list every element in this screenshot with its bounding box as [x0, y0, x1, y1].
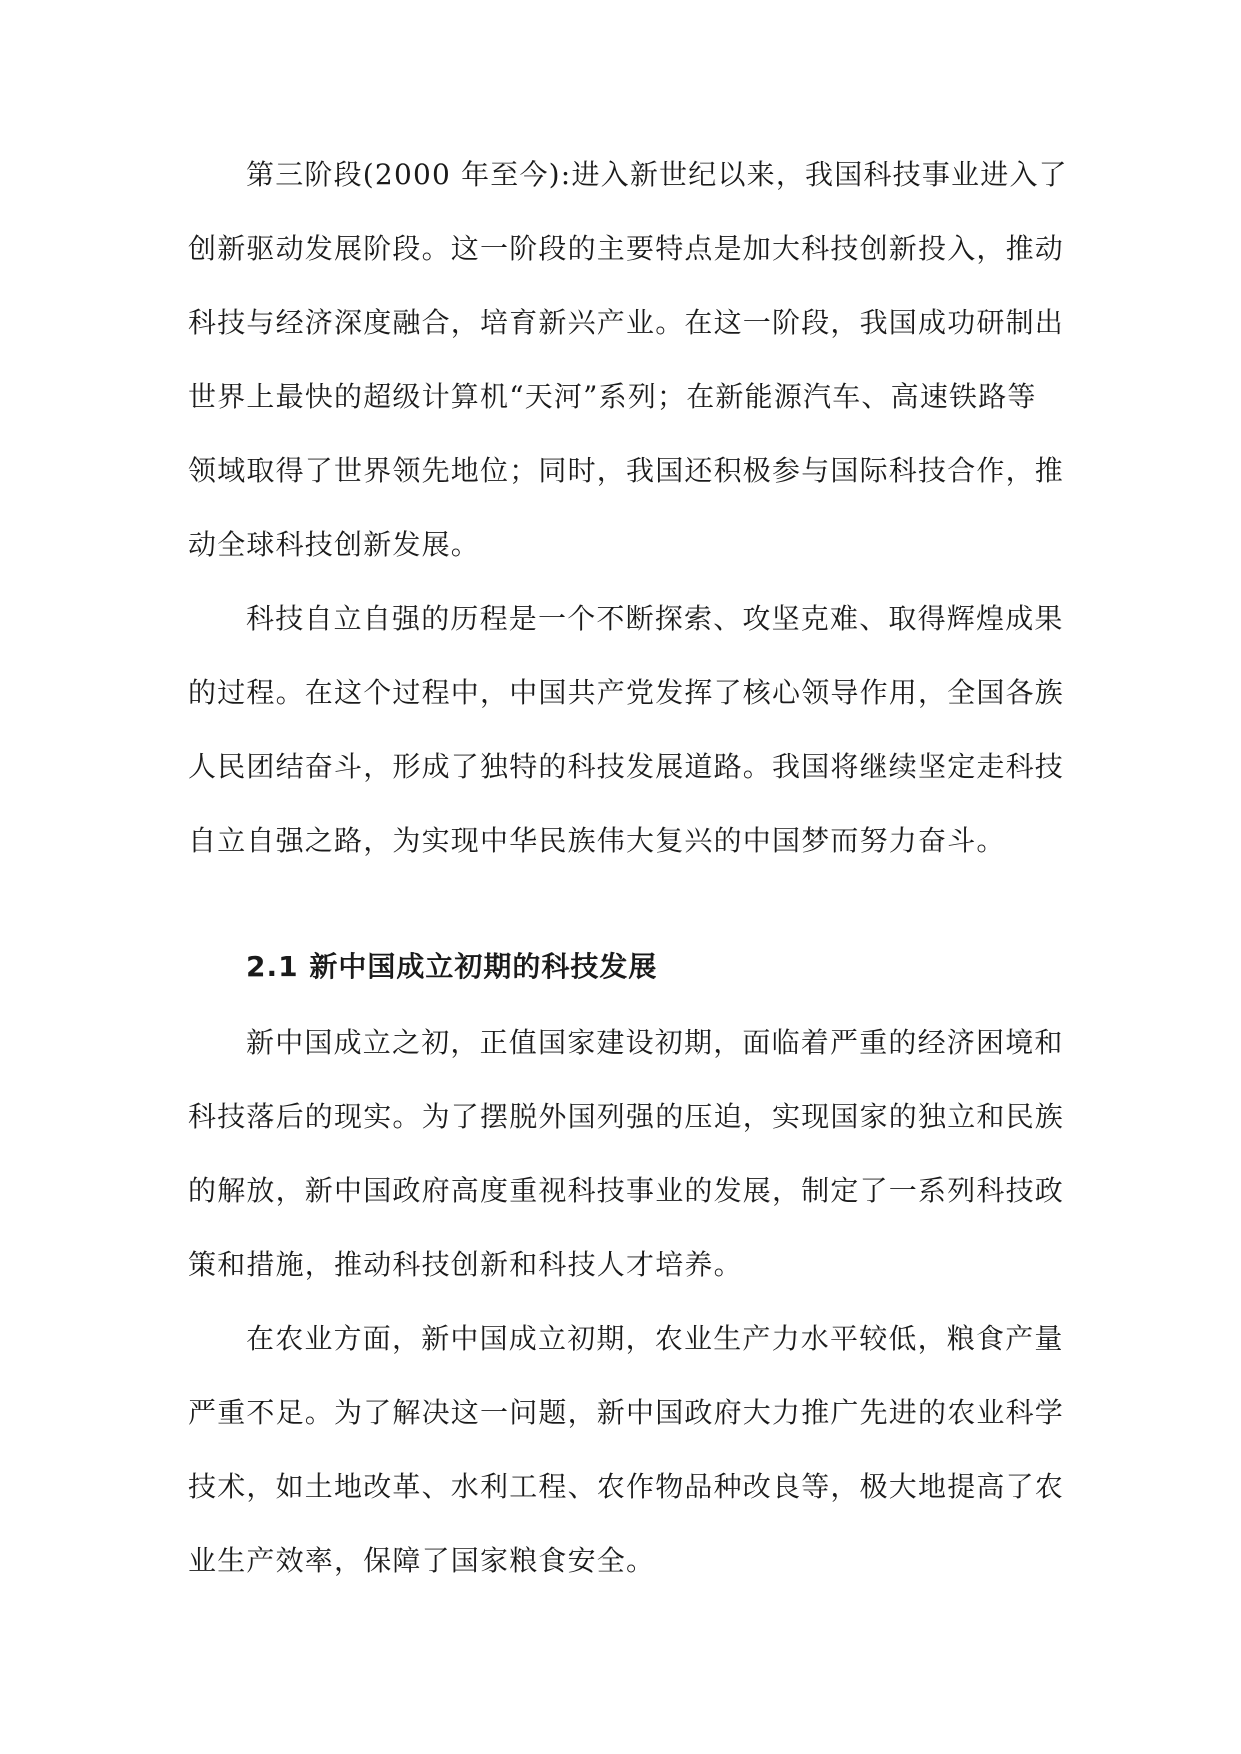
paragraph-summary — [188, 582, 1065, 878]
paragraph-line: 动全球科技创新发展。 — [188, 528, 481, 561]
paragraph-early-founding — [188, 1006, 1065, 1302]
paragraph-agriculture — [188, 1302, 1065, 1598]
document-body — [188, 138, 1068, 1598]
paragraph-line: 的解放，新中国政府高度重视科技事业的发展，制定了一系列科技政 — [188, 1174, 1065, 1207]
paragraph-line: 领域取得了世界领先地位；同时，我国还积极参与国际科技合作，推 — [188, 454, 1065, 487]
section-heading: 2.1 新中国成立初期的科技发展 — [246, 950, 658, 983]
paragraph-line: 技术，如土地改革、水利工程、农作物品种改良等，极大地提高了农 — [188, 1470, 1065, 1503]
paragraph-stage-three — [188, 138, 1068, 582]
paragraph-line: 新中国成立之初，正值国家建设初期，面临着严重的经济困境和 — [246, 1026, 1064, 1059]
paragraph-line: 在农业方面，新中国成立初期，农业生产力水平较低，粮食产量 — [246, 1322, 1064, 1355]
paragraph-line: 的过程。在这个过程中，中国共产党发挥了核心领导作用，全国各族 — [188, 676, 1065, 709]
paragraph-line: 业生产效率，保障了国家粮食安全。 — [188, 1544, 656, 1577]
paragraph-line: 策和措施，推动科技创新和科技人才培养。 — [188, 1248, 743, 1281]
paragraph-line: 人民团结奋斗，形成了独特的科技发展道路。我国将继续坚定走科技 — [188, 750, 1065, 783]
paragraph-line: 科技自立自强的历程是一个不断探索、攻坚克难、取得辉煌成果 — [246, 602, 1064, 635]
paragraph-line: 自立自强之路，为实现中华民族伟大复兴的中国梦而努力奋斗。 — [188, 824, 1006, 857]
section-spacer — [188, 878, 1058, 928]
paragraph-line: 第三阶段(2000 年至今):进入新世纪以来，我国科技事业进入了 — [246, 158, 1068, 191]
paragraph-line: 科技与经济深度融合，培育新兴产业。在这一阶段，我国成功研制出 — [188, 306, 1065, 339]
paragraph-line: 创新驱动发展阶段。这一阶段的主要特点是加大科技创新投入，推动 — [188, 232, 1065, 265]
paragraph-line: 科技落后的现实。为了摆脱外国列强的压迫，实现国家的独立和民族 — [188, 1100, 1065, 1133]
paragraph-line: 世界上最快的超级计算机“天河”系列；在新能源汽车、高速铁路等 — [188, 380, 1037, 413]
paragraph-line: 严重不足。为了解决这一问题，新中国政府大力推广先进的农业科学 — [188, 1396, 1065, 1429]
